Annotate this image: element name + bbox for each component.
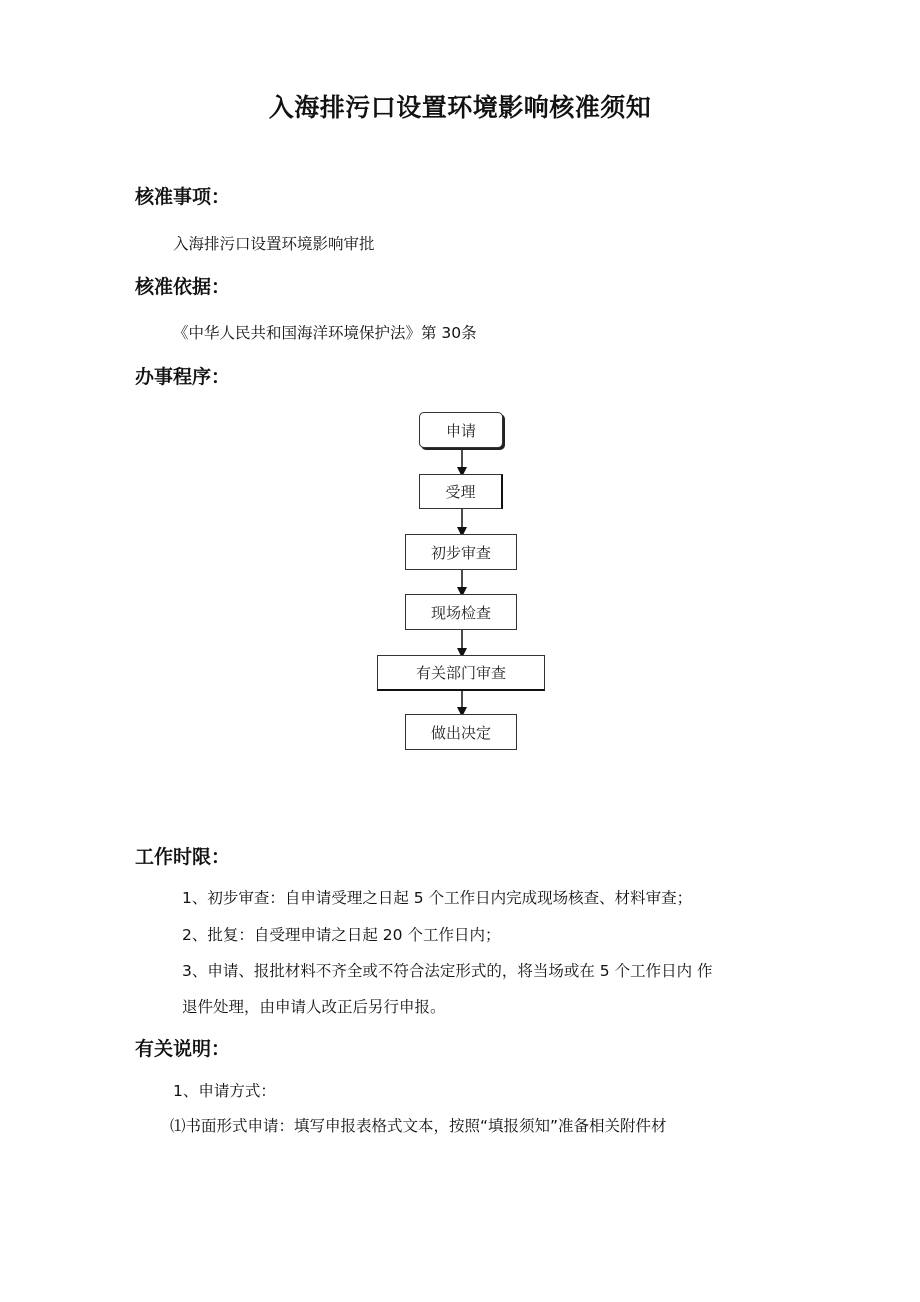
flow-step-site-inspection: 现场检查 [405, 594, 517, 630]
notes-item: 1、申请方式： [173, 1082, 276, 1100]
notes-heading: 有关说明： [135, 1038, 231, 1060]
approval-basis-heading: 核准依据： [135, 276, 231, 298]
flow-step-department-review: 有关部门审查 [377, 655, 545, 691]
procedure-heading: 办事程序： [135, 366, 231, 388]
flow-step-decision: 做出决定 [405, 714, 517, 750]
time-limit-item-continued: 退件处理，由申请人改正后另行申报。 [182, 998, 446, 1016]
flow-step-accept: 受理 [419, 474, 503, 509]
flow-step-preliminary-review: 初步审查 [405, 534, 517, 570]
approval-item-content: 入海排污口设置环境影响审批 [173, 235, 375, 253]
time-limit-heading: 工作时限： [135, 846, 231, 868]
time-limit-item: 1、初步审查：自申请受理之日起 5 个工作日内完成现场核查、材料审查； [182, 889, 693, 907]
approval-basis-content: 《中华人民共和国海洋环境保护法》第 30条 [173, 324, 477, 342]
flow-step-apply: 申请 [419, 412, 503, 448]
document-title: 入海排污口设置环境影响核准须知 [268, 93, 652, 122]
time-limit-item: 3、申请、报批材料不齐全或不符合法定形式的，将当场或在 5 个工作日内 作 [182, 962, 713, 980]
approval-item-heading: 核准事项： [135, 186, 231, 208]
notes-item: ⑴书面形式申请：填写申报表格式文本，按照“填报须知”准备相关附件材 [170, 1117, 667, 1135]
time-limit-item: 2、批复：自受理申请之日起 20 个工作日内； [182, 926, 501, 944]
